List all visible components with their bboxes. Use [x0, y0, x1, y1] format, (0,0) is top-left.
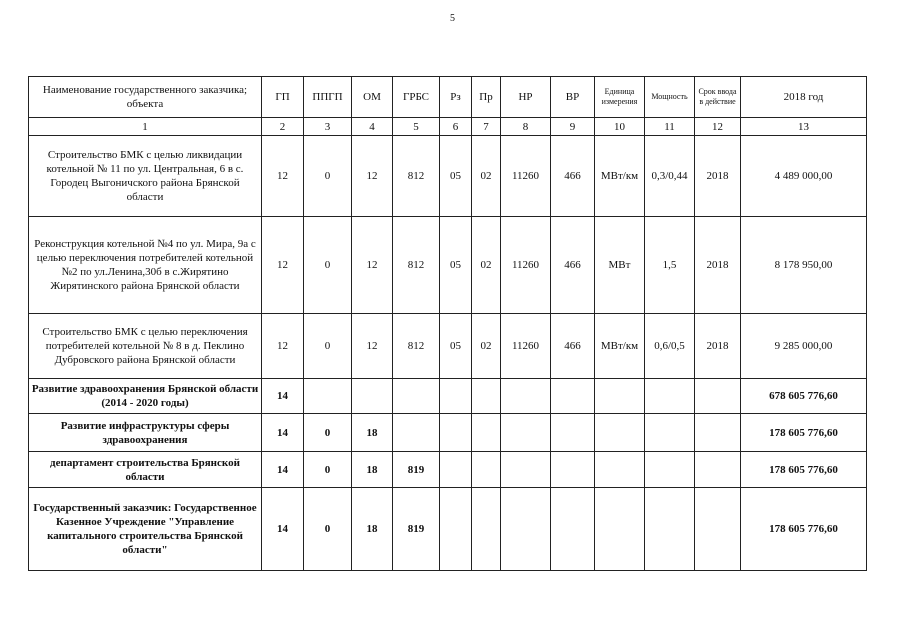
term-cell: 2018 [695, 136, 741, 217]
unit-cell [595, 414, 645, 452]
term-cell [695, 488, 741, 571]
vr-cell [551, 488, 595, 571]
term-cell [695, 452, 741, 488]
header-cell: Наименование государственного заказчика; объекта [29, 77, 262, 118]
om-cell: 18 [352, 452, 393, 488]
column-number: 13 [741, 118, 867, 136]
amount-cell: 678 605 776,60 [741, 379, 867, 414]
header-cell: 2018 год [741, 77, 867, 118]
table-row [29, 414, 867, 452]
rz-cell [440, 414, 472, 452]
grbs-cell [393, 379, 440, 414]
om-cell: 18 [352, 488, 393, 571]
header-cell: Срок ввода в действие [695, 77, 741, 118]
header-cell: ВР [551, 77, 595, 118]
grbs-cell: 812 [393, 136, 440, 217]
term-cell: 2018 [695, 314, 741, 379]
nr-cell [501, 488, 551, 571]
ppgp-cell: 0 [304, 414, 352, 452]
column-number-row [29, 118, 867, 136]
pr-cell: 02 [472, 314, 501, 379]
header-cell: ОМ [352, 77, 393, 118]
rz-cell [440, 488, 472, 571]
om-cell: 18 [352, 414, 393, 452]
ppgp-cell [304, 379, 352, 414]
header-cell: ГРБС [393, 77, 440, 118]
column-number: 4 [352, 118, 393, 136]
nr-cell [501, 379, 551, 414]
amount-cell: 4 489 000,00 [741, 136, 867, 217]
header-cell: ППГП [304, 77, 352, 118]
rz-cell: 05 [440, 217, 472, 314]
grbs-cell [393, 414, 440, 452]
amount-cell: 178 605 776,60 [741, 488, 867, 571]
vr-cell: 466 [551, 314, 595, 379]
power-cell [645, 452, 695, 488]
column-number: 12 [695, 118, 741, 136]
table-row [29, 136, 867, 217]
ppgp-cell: 0 [304, 452, 352, 488]
unit-cell: МВт/км [595, 136, 645, 217]
gp-cell: 12 [262, 314, 304, 379]
header-cell: Рз [440, 77, 472, 118]
power-cell [645, 379, 695, 414]
nr-cell [501, 452, 551, 488]
vr-cell: 466 [551, 136, 595, 217]
nr-cell: 11260 [501, 136, 551, 217]
header-row [29, 77, 867, 118]
power-cell: 1,5 [645, 217, 695, 314]
ppgp-cell: 0 [304, 314, 352, 379]
amount-cell: 178 605 776,60 [741, 414, 867, 452]
ppgp-cell: 0 [304, 217, 352, 314]
table-row [29, 452, 867, 488]
column-number: 7 [472, 118, 501, 136]
header-cell: НР [501, 77, 551, 118]
table-row [29, 314, 867, 379]
header-cell: Единица измерения [595, 77, 645, 118]
budget-table [28, 76, 867, 571]
table-row [29, 488, 867, 571]
power-cell: 0,3/0,44 [645, 136, 695, 217]
object-name: Строительство БМК с целью ликвидации котельной № 11 по ул. Центральная, 6 в с. Городец Выгоничского района Брянской области [29, 136, 262, 217]
rz-cell [440, 379, 472, 414]
nr-cell: 11260 [501, 217, 551, 314]
amount-cell: 178 605 776,60 [741, 452, 867, 488]
department-name: департамент строительства Брянской области [29, 452, 262, 488]
header-cell: Пр [472, 77, 501, 118]
gp-cell: 14 [262, 452, 304, 488]
object-name: Строительство БМК с целью переключения потребителей котельной № 8 в д. Пеклино Дубровского района Брянской области [29, 314, 262, 379]
unit-cell: МВт [595, 217, 645, 314]
term-cell [695, 379, 741, 414]
column-number: 1 [29, 118, 262, 136]
column-number: 11 [645, 118, 695, 136]
pr-cell [472, 379, 501, 414]
vr-cell [551, 379, 595, 414]
unit-cell: МВт/км [595, 314, 645, 379]
ppgp-cell: 0 [304, 136, 352, 217]
grbs-cell: 812 [393, 314, 440, 379]
grbs-cell: 819 [393, 452, 440, 488]
object-name: Реконструкция котельной №4 по ул. Мира, 9а с целью переключения потребителей котельной №2 по ул.Ленина,30б в с.Жирятино Жирятинского района Брянской области [29, 217, 262, 314]
header-cell: ГП [262, 77, 304, 118]
om-cell [352, 379, 393, 414]
unit-cell [595, 379, 645, 414]
column-number: 3 [304, 118, 352, 136]
term-cell: 2018 [695, 217, 741, 314]
gp-cell: 12 [262, 136, 304, 217]
column-number: 8 [501, 118, 551, 136]
column-number: 9 [551, 118, 595, 136]
power-cell [645, 414, 695, 452]
unit-cell [595, 452, 645, 488]
header-cell: Мощность [645, 77, 695, 118]
rz-cell [440, 452, 472, 488]
column-number: 10 [595, 118, 645, 136]
gp-cell: 14 [262, 488, 304, 571]
vr-cell: 466 [551, 217, 595, 314]
pr-cell: 02 [472, 136, 501, 217]
nr-cell: 11260 [501, 314, 551, 379]
gp-cell: 12 [262, 217, 304, 314]
grbs-cell: 819 [393, 488, 440, 571]
power-cell [645, 488, 695, 571]
rz-cell: 05 [440, 136, 472, 217]
amount-cell: 9 285 000,00 [741, 314, 867, 379]
term-cell [695, 414, 741, 452]
gp-cell: 14 [262, 414, 304, 452]
nr-cell [501, 414, 551, 452]
subprogram-name: Развитие инфраструктуры сферы здравоохранения [29, 414, 262, 452]
vr-cell [551, 452, 595, 488]
om-cell: 12 [352, 314, 393, 379]
power-cell: 0,6/0,5 [645, 314, 695, 379]
ppgp-cell: 0 [304, 488, 352, 571]
pr-cell [472, 488, 501, 571]
page-number: 5 [450, 13, 455, 24]
pr-cell: 02 [472, 217, 501, 314]
vr-cell [551, 414, 595, 452]
customer-name: Государственный заказчик: Государственное Казенное Учреждение "Управление капитального строительства Брянской области" [29, 488, 262, 571]
table-row [29, 379, 867, 414]
table-row [29, 217, 867, 314]
om-cell: 12 [352, 136, 393, 217]
program-name: Развитие здравоохранения Брянской области (2014 - 2020 годы) [29, 379, 262, 414]
pr-cell [472, 414, 501, 452]
gp-cell: 14 [262, 379, 304, 414]
amount-cell: 8 178 950,00 [741, 217, 867, 314]
grbs-cell: 812 [393, 217, 440, 314]
rz-cell: 05 [440, 314, 472, 379]
column-number: 5 [393, 118, 440, 136]
column-number: 2 [262, 118, 304, 136]
unit-cell [595, 488, 645, 571]
pr-cell [472, 452, 501, 488]
column-number: 6 [440, 118, 472, 136]
om-cell: 12 [352, 217, 393, 314]
